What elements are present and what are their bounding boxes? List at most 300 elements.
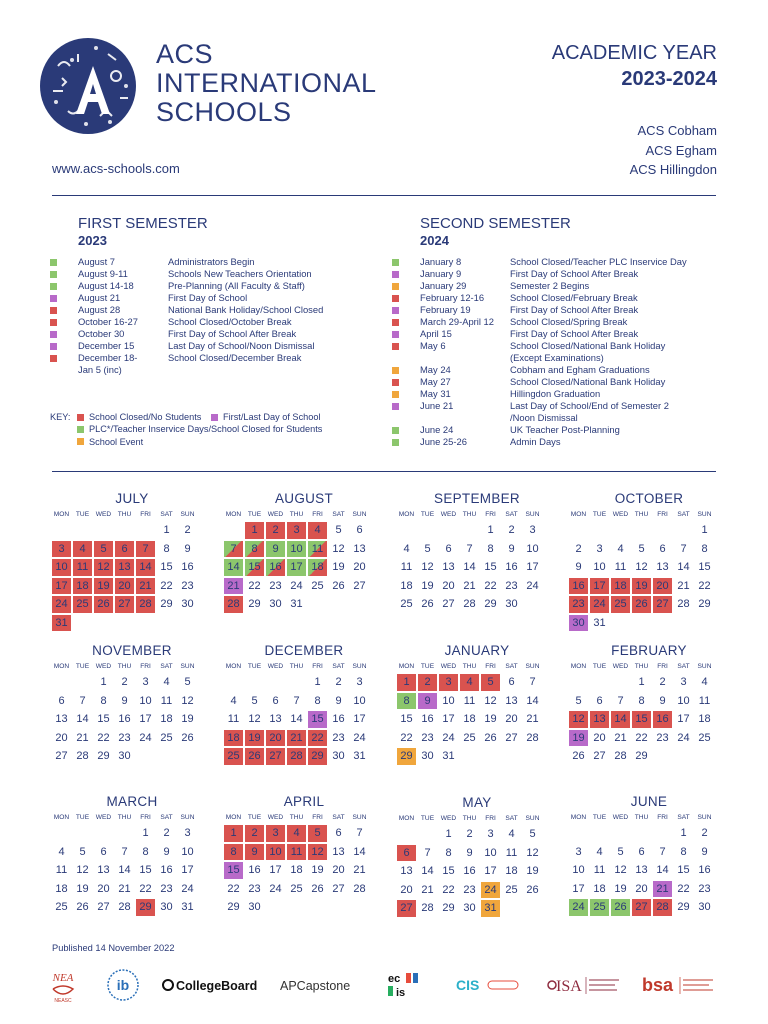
- empty-cell: [135, 521, 156, 540]
- day-cell: 22: [442, 883, 455, 896]
- weekday-label: TUE: [420, 511, 435, 518]
- empty-cell: [459, 521, 480, 540]
- day-cell: 15: [97, 713, 110, 725]
- day-cell: 20: [400, 883, 413, 896]
- campus-name: ACS Cobham: [637, 123, 717, 138]
- empty-cell: [51, 673, 72, 692]
- weekday-label: FRI: [657, 511, 668, 518]
- day-cell: 22: [635, 731, 648, 744]
- day-cell: 3: [356, 676, 363, 688]
- event-date: June 24: [420, 424, 454, 435]
- day-cell: 14: [611, 711, 630, 728]
- weekday-label: MON: [398, 663, 415, 670]
- day-cell: 7: [136, 541, 155, 558]
- day-cell: 7: [659, 845, 666, 858]
- day-cell: 23: [160, 882, 173, 895]
- day-cell: 13: [505, 694, 518, 707]
- day-cell: 30: [248, 901, 261, 913]
- day-cell: 23: [505, 579, 518, 592]
- day-cell: 4: [596, 845, 603, 858]
- month-name: OCTOBER: [614, 491, 684, 506]
- day-cell: 15: [632, 711, 651, 728]
- day-cell: 23: [569, 596, 588, 613]
- event-row: [392, 328, 687, 340]
- day-cell: 3: [680, 676, 687, 688]
- empty-cell: [568, 521, 589, 540]
- day-cell: 1: [680, 827, 687, 839]
- month-name: DECEMBER: [264, 643, 344, 658]
- day-cell: 27: [97, 901, 110, 913]
- event-row: [50, 256, 323, 268]
- event-description: Hillingdon Graduation: [510, 388, 601, 399]
- event-date: February 19: [420, 304, 471, 315]
- weekday-label: SAT: [677, 511, 690, 518]
- day-cell: 2: [121, 676, 128, 688]
- website-link[interactable]: www.acs-schools.com: [52, 161, 180, 176]
- closed-swatch-icon: [392, 379, 399, 386]
- svg-text:NEA: NEA: [52, 972, 74, 984]
- day-cell: 2: [701, 827, 708, 839]
- day-cell: 20: [442, 579, 455, 592]
- weekday-label: TUE: [247, 663, 262, 670]
- semester-title: FIRST SEMESTER: [78, 215, 208, 232]
- empty-cell: [417, 825, 438, 844]
- month-december: [222, 643, 386, 766]
- day-cell: 1: [701, 524, 708, 536]
- day-cell: 9: [184, 542, 191, 555]
- org-name: [156, 40, 377, 127]
- day-grid: [51, 824, 214, 917]
- weekday-header: [396, 812, 559, 825]
- event-date: December 18- Jan 5 (inc): [78, 352, 138, 375]
- key-text: First/Last Day of School: [223, 412, 321, 422]
- weekday-label: MON: [570, 663, 587, 670]
- weekday-label: FRI: [140, 511, 151, 518]
- event-description: Last Day of School/Noon Dismissal: [168, 340, 315, 351]
- closed-swatch-icon: [392, 319, 399, 326]
- day-cell: 3: [439, 674, 458, 691]
- day-grid: [396, 673, 559, 766]
- day-cell: 13: [635, 864, 648, 876]
- event-row: [50, 268, 323, 280]
- weekday-label: TUE: [420, 815, 435, 822]
- day-cell: 11: [73, 559, 92, 576]
- weekday-label: SAT: [505, 815, 518, 822]
- day-cell: 27: [505, 731, 518, 744]
- day-cell: 4: [508, 828, 515, 840]
- closed-swatch-icon: [50, 319, 57, 326]
- weekday-label: THU: [462, 511, 477, 518]
- month-october: [567, 491, 731, 632]
- day-cell: 2: [184, 524, 191, 536]
- day-cell: 2: [418, 674, 437, 691]
- day-cell: 12: [181, 694, 194, 707]
- month-name: AUGUST: [274, 491, 334, 506]
- event-date: October 30: [78, 328, 125, 339]
- day-cell: 19: [484, 713, 497, 725]
- weekday-header: [568, 660, 731, 673]
- day-cell: 23: [248, 882, 261, 895]
- event-date: January 9: [420, 268, 462, 279]
- day-cell: 6: [445, 542, 452, 555]
- weekday-header: [396, 508, 559, 521]
- ap-capstone-logo-text: APCapstone: [280, 979, 351, 993]
- day-cell: 12: [248, 713, 261, 725]
- first-last-swatch-icon: [211, 414, 218, 421]
- day-cell: 8: [314, 694, 321, 707]
- day-cell: 3: [142, 676, 149, 688]
- event-date: February 12-16: [420, 292, 485, 303]
- semester-year: 2023: [78, 233, 107, 248]
- weekday-label: WED: [440, 815, 457, 822]
- day-cell: 10: [442, 694, 455, 707]
- day-cell: 18: [400, 579, 413, 592]
- acs-logo-icon: [38, 36, 142, 136]
- day-cell: 24: [677, 731, 690, 744]
- day-cell: 28: [287, 748, 306, 765]
- day-cell: 8: [224, 844, 243, 861]
- day-cell: 10: [353, 694, 366, 707]
- day-cell: 24: [353, 731, 366, 744]
- weekday-header: [223, 660, 386, 673]
- day-cell: 27: [332, 882, 345, 895]
- weekday-label: SAT: [332, 511, 345, 518]
- weekday-label: SUN: [525, 511, 540, 518]
- event-row: [392, 304, 687, 316]
- day-cell: 8: [638, 694, 645, 707]
- day-cell: 18: [224, 730, 243, 747]
- day-cell: 23: [269, 579, 282, 592]
- day-cell: 31: [481, 900, 500, 917]
- day-cell: 21: [287, 730, 306, 747]
- empty-cell: [589, 673, 610, 692]
- month-november: [50, 643, 214, 766]
- event-date: May 6: [420, 340, 446, 351]
- day-cell: 25: [611, 596, 630, 613]
- day-cell: 22: [248, 579, 261, 592]
- day-cell: 26: [421, 598, 434, 610]
- day-cell: 3: [266, 825, 285, 842]
- day-cell: 15: [139, 864, 152, 876]
- day-cell: 11: [505, 846, 518, 859]
- day-cell: 2: [575, 542, 582, 555]
- day-cell: 7: [617, 694, 624, 707]
- event-row: [392, 436, 687, 448]
- weekday-header: [223, 508, 386, 521]
- day-cell: 10: [677, 694, 690, 707]
- day-cell: 25: [400, 598, 413, 610]
- published-date: Published 14 November 2022: [52, 943, 175, 953]
- day-cell: 6: [638, 845, 645, 858]
- day-cell: 23: [118, 731, 131, 744]
- day-cell: 9: [418, 693, 437, 710]
- isa-logo-icon: [546, 963, 626, 1007]
- day-cell: 17: [572, 882, 585, 895]
- divider: [52, 471, 716, 472]
- day-cell: 4: [58, 845, 65, 858]
- empty-cell: [51, 521, 72, 540]
- day-cell: 30: [421, 750, 434, 762]
- day-cell: 7: [79, 694, 86, 707]
- day-cell: 5: [617, 845, 624, 858]
- academic-year-title: [552, 40, 717, 92]
- weekday-label: SAT: [677, 814, 690, 821]
- day-cell: 31: [181, 901, 194, 913]
- second-semester-events: [392, 256, 687, 448]
- day-grid: [51, 673, 214, 766]
- day-cell: 17: [52, 578, 71, 595]
- day-cell: 12: [635, 561, 648, 573]
- day-cell: 11: [287, 844, 306, 861]
- day-cell: 29: [442, 902, 455, 914]
- day-cell: 28: [76, 750, 89, 762]
- day-cell: 30: [332, 750, 345, 762]
- closed-swatch-icon: [50, 307, 57, 314]
- day-cell: 17: [181, 864, 194, 876]
- event-row: [50, 340, 323, 352]
- day-cell: 13: [353, 542, 366, 555]
- day-cell: 6: [115, 541, 134, 558]
- weekday-label: SUN: [697, 511, 712, 518]
- day-cell: 19: [181, 713, 194, 725]
- empty-cell: [223, 521, 244, 540]
- day-cell: 28: [614, 750, 627, 762]
- day-cell: 12: [76, 864, 89, 876]
- month-name: JULY: [115, 491, 149, 506]
- month-name: MAY: [462, 795, 492, 810]
- day-cell: 19: [94, 578, 113, 595]
- day-cell: 13: [55, 713, 68, 725]
- day-cell: 7: [424, 846, 431, 859]
- event-date: April 15: [420, 328, 452, 339]
- first-semester-heading: [78, 215, 208, 248]
- day-cell: 31: [353, 750, 366, 762]
- month-january: [395, 643, 559, 766]
- day-cell: 31: [290, 598, 303, 610]
- day-cell: 4: [308, 522, 327, 539]
- empty-cell: [93, 824, 114, 843]
- weekday-label: THU: [289, 663, 304, 670]
- day-cell: 9: [121, 694, 128, 707]
- day-cell: 20: [266, 730, 285, 747]
- empty-cell: [568, 824, 589, 843]
- day-cell: 20: [97, 882, 110, 895]
- event-row: [392, 424, 687, 436]
- day-cell: 2: [466, 828, 473, 840]
- day-cell: 23: [421, 731, 434, 744]
- day-cell: 2: [335, 676, 342, 688]
- weekday-label: WED: [612, 814, 629, 821]
- ib-logo-icon: [106, 963, 140, 1007]
- day-cell: 11: [160, 694, 173, 707]
- day-cell: 7: [466, 542, 473, 555]
- day-cell: 28: [463, 598, 476, 610]
- day-cell: 4: [163, 676, 170, 688]
- day-cell: 22: [97, 731, 110, 744]
- day-cell: 7: [680, 542, 687, 555]
- day-cell: 27: [442, 598, 455, 610]
- day-cell: 25: [290, 882, 303, 895]
- weekday-header: [51, 811, 214, 824]
- month-name: NOVEMBER: [92, 643, 172, 658]
- weekday-label: SAT: [160, 814, 173, 821]
- day-cell: 24: [526, 579, 539, 592]
- day-grid: [396, 521, 559, 614]
- day-cell: 12: [308, 844, 327, 861]
- day-cell: 21: [353, 864, 366, 876]
- day-cell: 1: [163, 524, 170, 536]
- day-cell: 20: [353, 561, 366, 573]
- day-cell: 30: [118, 750, 131, 762]
- day-cell: 1: [314, 676, 321, 688]
- second-semester-heading: [420, 215, 571, 248]
- weekday-label: SUN: [525, 663, 540, 670]
- month-may: [395, 795, 559, 918]
- day-cell: 2: [659, 676, 666, 688]
- weekday-label: WED: [267, 814, 284, 821]
- day-cell: 5: [308, 825, 327, 842]
- day-cell: 14: [463, 561, 476, 573]
- event-row: [50, 292, 323, 304]
- empty-cell: [396, 521, 417, 540]
- weekday-label: TUE: [75, 511, 90, 518]
- day-cell: 20: [115, 578, 134, 595]
- day-cell: 18: [698, 713, 711, 725]
- day-cell: 9: [701, 845, 708, 858]
- event-description: First Day of School After Break: [510, 328, 639, 339]
- weekday-label: TUE: [75, 663, 90, 670]
- inservice-swatch-icon: [392, 427, 399, 434]
- weekday-label: WED: [612, 663, 629, 670]
- weekday-label: FRI: [657, 663, 668, 670]
- day-cell: 23: [332, 731, 345, 744]
- empty-cell: [396, 825, 417, 844]
- academic-year-label: ACADEMIC YEAR: [551, 42, 717, 64]
- semester-year: 2024: [420, 233, 449, 248]
- month-august: [222, 491, 386, 614]
- org-name-line: INTERNATIONAL: [156, 68, 377, 98]
- event-date: December 15: [78, 340, 135, 351]
- day-cell: 11: [308, 541, 327, 558]
- campus-list: [630, 121, 717, 180]
- day-cell: 30: [181, 598, 194, 610]
- event-description: School Closed/National Bank Holiday (Except Examinations): [510, 340, 666, 363]
- day-cell: 20: [332, 864, 345, 876]
- day-cell: 18: [160, 713, 173, 725]
- weekday-label: WED: [612, 511, 629, 518]
- day-cell: 7: [293, 694, 300, 707]
- day-cell: 3: [287, 522, 306, 539]
- empty-cell: [673, 521, 694, 540]
- org-name-line: ACS: [156, 39, 214, 69]
- day-cell: 11: [55, 864, 68, 876]
- event-row: [392, 316, 687, 328]
- event-date: May 27: [420, 376, 451, 387]
- weekday-label: SUN: [180, 663, 195, 670]
- day-cell: 7: [224, 541, 243, 558]
- weekday-label: SAT: [332, 814, 345, 821]
- day-cell: 2: [163, 827, 170, 839]
- day-cell: 17: [590, 578, 609, 595]
- day-cell: 28: [677, 598, 690, 610]
- empty-cell: [610, 673, 631, 692]
- day-cell: 19: [569, 730, 588, 747]
- day-cell: 29: [308, 748, 327, 765]
- day-cell: 15: [698, 561, 711, 573]
- day-cell: 27: [55, 750, 68, 762]
- month-name: APRIL: [283, 794, 325, 809]
- day-cell: 12: [94, 559, 113, 576]
- first-last-swatch-icon: [392, 271, 399, 278]
- day-cell: 20: [505, 713, 518, 725]
- key-label: KEY:: [50, 412, 71, 422]
- weekday-header: [568, 811, 731, 824]
- day-cell: 18: [463, 713, 476, 725]
- day-cell: 24: [52, 596, 71, 613]
- empty-cell: [589, 521, 610, 540]
- day-grid: [568, 673, 731, 766]
- weekday-label: TUE: [592, 663, 607, 670]
- month-april: [222, 794, 386, 917]
- day-cell: 27: [593, 750, 606, 762]
- empty-cell: [589, 824, 610, 843]
- event-description: School Closed/February Break: [510, 292, 638, 303]
- day-cell: 29: [160, 598, 173, 610]
- day-cell: 16: [653, 711, 672, 728]
- event-description: School Closed/December Break: [168, 352, 302, 363]
- weekday-label: SUN: [697, 814, 712, 821]
- empty-cell: [72, 824, 93, 843]
- empty-cell: [652, 824, 673, 843]
- day-cell: 4: [403, 542, 410, 555]
- weekday-label: TUE: [247, 511, 262, 518]
- day-cell: 13: [269, 713, 282, 725]
- day-cell: 6: [508, 676, 515, 688]
- weekday-label: WED: [267, 511, 284, 518]
- event-date: June 21: [420, 400, 454, 411]
- day-cell: 10: [526, 542, 539, 555]
- day-cell: 5: [94, 541, 113, 558]
- weekday-label: SUN: [352, 814, 367, 821]
- inservice-swatch-icon: [392, 259, 399, 266]
- day-cell: 20: [635, 882, 648, 895]
- day-cell: 28: [653, 899, 672, 916]
- empty-cell: [265, 673, 286, 692]
- day-cell: 11: [400, 561, 413, 573]
- day-cell: 24: [442, 731, 455, 744]
- day-cell: 17: [269, 864, 282, 876]
- day-cell: 25: [463, 731, 476, 744]
- day-cell: 3: [529, 524, 536, 536]
- event-date: January 8: [420, 256, 462, 267]
- day-cell: 25: [311, 579, 324, 592]
- day-cell: 26: [632, 596, 651, 613]
- weekday-label: FRI: [140, 814, 151, 821]
- weekday-label: SUN: [352, 663, 367, 670]
- day-cell: 18: [55, 882, 68, 895]
- day-cell: 24: [290, 579, 303, 592]
- day-cell: 16: [160, 864, 173, 876]
- weekday-label: WED: [440, 663, 457, 670]
- day-cell: 22: [677, 882, 690, 895]
- inservice-swatch-icon: [50, 271, 57, 278]
- ecis-logo-text: ec is: [388, 973, 406, 999]
- day-cell: 22: [400, 731, 413, 744]
- event-description: Schools New Teachers Orientation: [168, 268, 312, 279]
- weekday-label: THU: [289, 814, 304, 821]
- day-cell: 29: [677, 901, 690, 913]
- neasc-logo-text: NEASC: [54, 998, 72, 1004]
